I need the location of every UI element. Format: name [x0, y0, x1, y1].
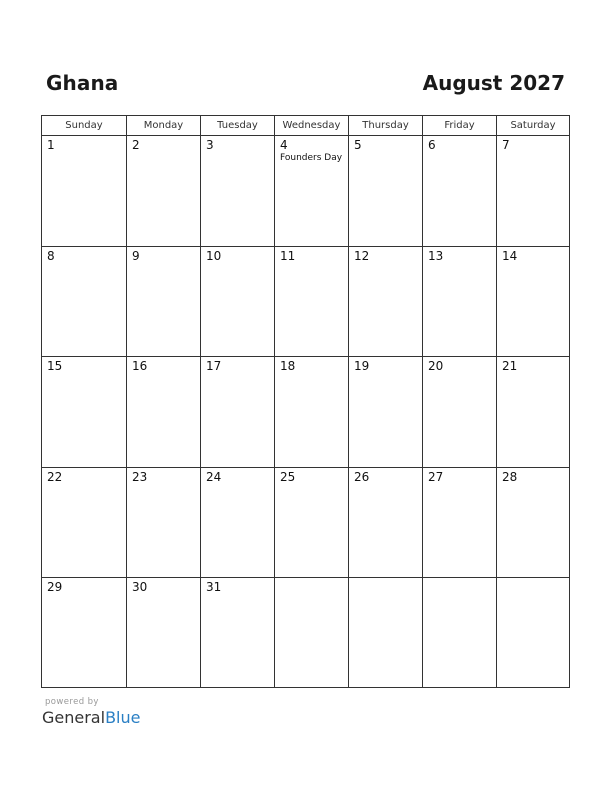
day-cell-17[interactable]: [201, 357, 275, 468]
day-number: 15: [47, 359, 63, 373]
day-number: 3: [206, 138, 214, 152]
day-cell-2[interactable]: [127, 136, 201, 247]
day-number: 31: [206, 580, 222, 594]
day-cell-27[interactable]: [423, 468, 497, 578]
day-cell-4[interactable]: [275, 136, 349, 247]
weekday-header-thursday: Thursday: [349, 116, 423, 136]
day-cell-10[interactable]: [201, 247, 275, 357]
day-number: 4: [280, 138, 288, 152]
month-year-title: August 2027: [422, 71, 565, 95]
day-number: 17: [206, 359, 222, 373]
day-number: 28: [502, 470, 518, 484]
day-number: 7: [502, 138, 510, 152]
day-cell-6[interactable]: [423, 136, 497, 247]
day-number: 13: [428, 249, 444, 263]
weekday-header-sunday: Sunday: [42, 116, 127, 136]
day-cell-12[interactable]: [349, 247, 423, 357]
day-number: 5: [354, 138, 362, 152]
day-cell-3[interactable]: [201, 136, 275, 247]
empty-day-cell[interactable]: [497, 578, 569, 687]
day-number: 21: [502, 359, 518, 373]
day-cell-7[interactable]: [497, 136, 569, 247]
day-number: 23: [132, 470, 148, 484]
day-cell-5[interactable]: [349, 136, 423, 247]
empty-day-cell[interactable]: [275, 578, 349, 687]
day-cell-26[interactable]: [349, 468, 423, 578]
day-cell-9[interactable]: [127, 247, 201, 357]
weekday-header-saturday: Saturday: [497, 116, 569, 136]
empty-day-cell[interactable]: [423, 578, 497, 687]
day-cell-14[interactable]: [497, 247, 569, 357]
day-cell-29[interactable]: [42, 578, 127, 687]
day-cell-21[interactable]: [497, 357, 569, 468]
day-number: 30: [132, 580, 148, 594]
day-cell-16[interactable]: [127, 357, 201, 468]
day-number: 6: [428, 138, 436, 152]
day-cell-1[interactable]: [42, 136, 127, 247]
day-number: 10: [206, 249, 222, 263]
powered-by-label: powered by: [45, 697, 99, 707]
weekday-header-monday: Monday: [127, 116, 201, 136]
day-number: 24: [206, 470, 222, 484]
day-number: 12: [354, 249, 370, 263]
day-number: 25: [280, 470, 296, 484]
brand-general-text: General: [42, 708, 106, 727]
day-number: 19: [354, 359, 370, 373]
day-cell-11[interactable]: [275, 247, 349, 357]
day-cell-24[interactable]: [201, 468, 275, 578]
day-cell-15[interactable]: [42, 357, 127, 468]
day-cell-20[interactable]: [423, 357, 497, 468]
day-number: 16: [132, 359, 148, 373]
brand-blue-text: Blue: [105, 708, 141, 727]
day-number: 20: [428, 359, 444, 373]
calendar-grid: [41, 115, 570, 688]
day-cell-28[interactable]: [497, 468, 569, 578]
weekday-header-tuesday: Tuesday: [201, 116, 275, 136]
day-cell-23[interactable]: [127, 468, 201, 578]
day-cell-30[interactable]: [127, 578, 201, 687]
country-title: Ghana: [46, 71, 119, 95]
day-number: 18: [280, 359, 296, 373]
weekday-header-wednesday: Wednesday: [275, 116, 349, 136]
day-number: 26: [354, 470, 370, 484]
day-cell-8[interactable]: [42, 247, 127, 357]
holiday-label: Founders Day: [280, 153, 343, 163]
day-number: 27: [428, 470, 444, 484]
day-cell-18[interactable]: [275, 357, 349, 468]
day-number: 2: [132, 138, 140, 152]
empty-day-cell[interactable]: [349, 578, 423, 687]
day-number: 29: [47, 580, 63, 594]
weekday-header-friday: Friday: [423, 116, 497, 136]
day-number: 8: [47, 249, 55, 263]
day-cell-19[interactable]: [349, 357, 423, 468]
day-cell-22[interactable]: [42, 468, 127, 578]
day-number: 11: [280, 249, 296, 263]
day-cell-31[interactable]: [201, 578, 275, 687]
day-number: 1: [47, 138, 55, 152]
day-number: 9: [132, 249, 140, 263]
day-number: 14: [502, 249, 518, 263]
day-cell-13[interactable]: [423, 247, 497, 357]
day-cell-25[interactable]: [275, 468, 349, 578]
day-number: 22: [47, 470, 63, 484]
generalblue-logo[interactable]: [42, 708, 140, 727]
